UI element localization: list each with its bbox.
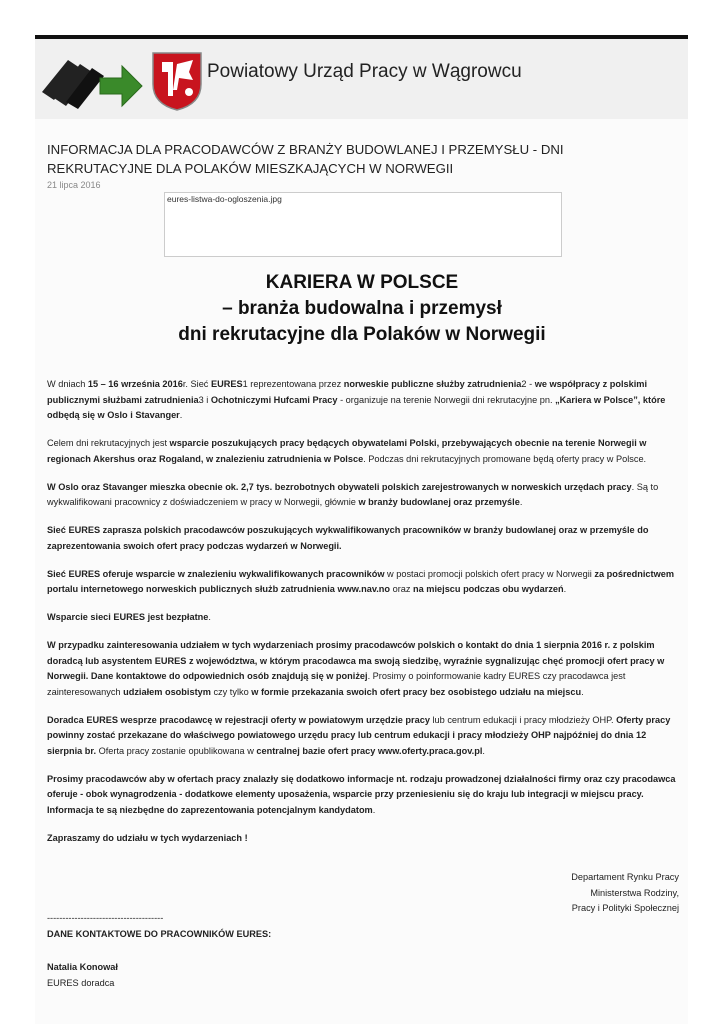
paragraph-6 [47,610,679,626]
text: Doradca EURES wesprze pracodawcę w rejestracji oferty w powiatowym urzędzie pracy [47,714,430,725]
hero-heading [47,270,677,348]
text: czy tylko [210,686,252,697]
text: udziałem osobistym [123,686,211,697]
text: centralnej bazie ofert pracy www.oferty.praca.gov.pl [256,745,483,756]
text: Ochotniczymi Hufcami Pracy [210,394,338,405]
text: „Kariera w Polsce”, które odbędą się w Oslo i Stavanger [47,394,666,420]
text: . [372,804,376,815]
text: Wsparcie sieci EURES jest bezpłatne [47,612,209,622]
text: w formie przekazania swoich ofert pracy bez osobistego udziału na miejscu [251,686,582,697]
site-title[interactable]: Powiatowy Urząd Pracy w Wągrowcu [207,61,522,82]
site-header [35,39,688,119]
text: . [563,584,567,594]
paragraph-3 [47,480,679,511]
text: r. Sieć [182,379,211,389]
signature-line-2: Ministerstwa Rodziny, [590,887,679,898]
text: norweskie publiczne służby zatrudnienia [343,379,522,389]
text: oraz [390,584,414,594]
text: Celem dni rekrutacyjnych jest [47,438,170,448]
text: . Są to wykwalifikowani pracownicy z doświadczeniem w pracy w Norwegii, głównie [47,481,659,507]
paragraph-9 [47,772,679,819]
text: w branży budowlanej oraz przemyśle [358,497,520,507]
contacts-section [47,911,679,991]
banner-image [164,192,562,257]
text: . [208,612,211,622]
signature-line-3: Pracy i Polityki Społecznej [571,903,679,913]
paragraph-5 [47,567,679,598]
paragraph-7 [47,638,679,700]
text: . [179,410,183,420]
divider: -------------------------------------- [47,913,164,923]
hero-line-2: – branża budowalna i przemysł [222,298,502,319]
banner-image-alt: eures-listwa-do-ogloszenia.jpg [167,194,282,204]
article-date: 21 lipca 2016 [47,180,101,190]
text: na miejscu podczas obu wydarzeń [413,584,564,594]
article-body [47,377,679,929]
text: - organizuje na terenie Norwegii dni rekrutacyjne pn. [337,394,556,405]
paragraph-4 [47,523,679,554]
text: W Oslo oraz Stavanger mieszka obecnie ok. 2,7 tys. bezrobotnych obywateli polskich zarejestrowanych w norweskich urzędach pracy [47,481,632,492]
text: 2 - [521,379,535,389]
text: . [581,686,584,697]
text: W przypadku zainteresowania udziałem w tych wydarzeniach prosimy pracodawców polskich o kontakt do dnia 1 sierpnia 2016 r. z polskim doradcą lub asystentem EURES z województwa, w którym pracodawca ma swoją siedzibę, wyraźnie sygnalizując chęć promocji ofert pracy w Norwegii. Dane kontaktowe do odpowiednich osób znajdują się w poniżej [47,640,665,681]
text: . [519,497,523,507]
text: we współpracy z polskimi publicznymi służbami zatrudnienia [47,379,648,405]
crest-icon[interactable] [149,50,205,117]
text: DANE KONTAKTOWE DO PRACOWNIKÓW EURES: [47,928,272,939]
text: EURES [210,379,243,389]
article-title[interactable]: INFORMACJA DLA PRACODAWCÓW Z BRANŻY BUDOWLANEJ I PRZEMYSŁU - DNI REKRUTACYJNE DLA POLAKÓW MIESZKAJĄCYCH W NORWEGII [47,142,564,176]
hero-line-1: KARIERA W POLSCE [265,272,459,293]
text: Oferta pracy zostanie opublikowana w [96,745,257,756]
text: Sieć EURES oferuje wsparcie w znalezieniu wykwalifikowanych pracowników [47,568,385,579]
logo-arrows-icon[interactable] [40,52,144,115]
text: Sieć EURES zaprasza polskich pracodawców poszukujących wykwalifikowanych pracowników w branży budowlanej oraz w przemyśle do zaprezentowania swoich ofert pracy podczas wydarzeń w Norwegii. [47,525,649,551]
text: lub centrum edukacji i pracy młodzieży OHP. [429,714,617,725]
text: Oferty pracy powinny zostać przekazane do właściwego powiatowego urzędu pracy lub centrum edukacji i pracy młodzieży OHP najpóźniej do dnia 12 sierpnia br. [47,714,671,756]
hero-line-3: dni rekrutacyjne dla Polaków w Norwegii [178,324,546,345]
contact-role: EURES doradca [47,977,115,988]
text: Prosimy pracodawców aby w ofertach pracy znalazły się dodatkowo informacje nt. rodzaju prowadzonej działalności firmy oraz czy pracodawca oferuje - obok wynagrodzenia - dodatkowe elementy uposażenia, wsparcie przy przeniesieniu się do kraju lub integracji w miejscu pracy. Informacja te są niezbędne do zaprezentowania potencjalnym kandydatom [47,773,676,815]
text: za pośrednictwem portalu internetowego norweskich publicznych służb zatrudnienia www.nav.no [47,568,675,594]
signature-line-1: Departament Rynku Pracy [571,872,679,882]
text: Zapraszamy do udziału w tych wydarzeniach ! [47,832,248,843]
text: 15 – 16 września 2016 [87,379,183,389]
text: . Prosimy o poinformowanie kadry EURES czy pracodawca jest zainteresowanych [47,671,626,697]
signature [47,870,679,917]
paragraph-8 [47,713,679,760]
text: 1 reprezentowana przez [242,379,344,389]
text: W dniach [47,379,88,389]
text: wsparcie poszukujących pracy będących obywatelami Polski, przebywających obecnie na terenie Norwegii w regionach Akershus oraz Rogaland, w znalezieniu zatrudnienia w Polsce [47,438,647,464]
text: Natalia Konował [47,962,118,972]
text: . [482,745,485,756]
text: w postaci promocji polskich ofert pracy w Norwegii [384,568,595,579]
paragraph-2 [47,436,679,467]
paragraph-10 [47,831,679,847]
text: 3 i [198,394,211,405]
text: . Podczas dni rekrutacyjnych promowane będą oferty pracy w Polsce. [363,453,647,464]
contact-name [47,960,679,976]
contacts-heading [47,927,679,943]
paragraph-1 [47,377,679,424]
